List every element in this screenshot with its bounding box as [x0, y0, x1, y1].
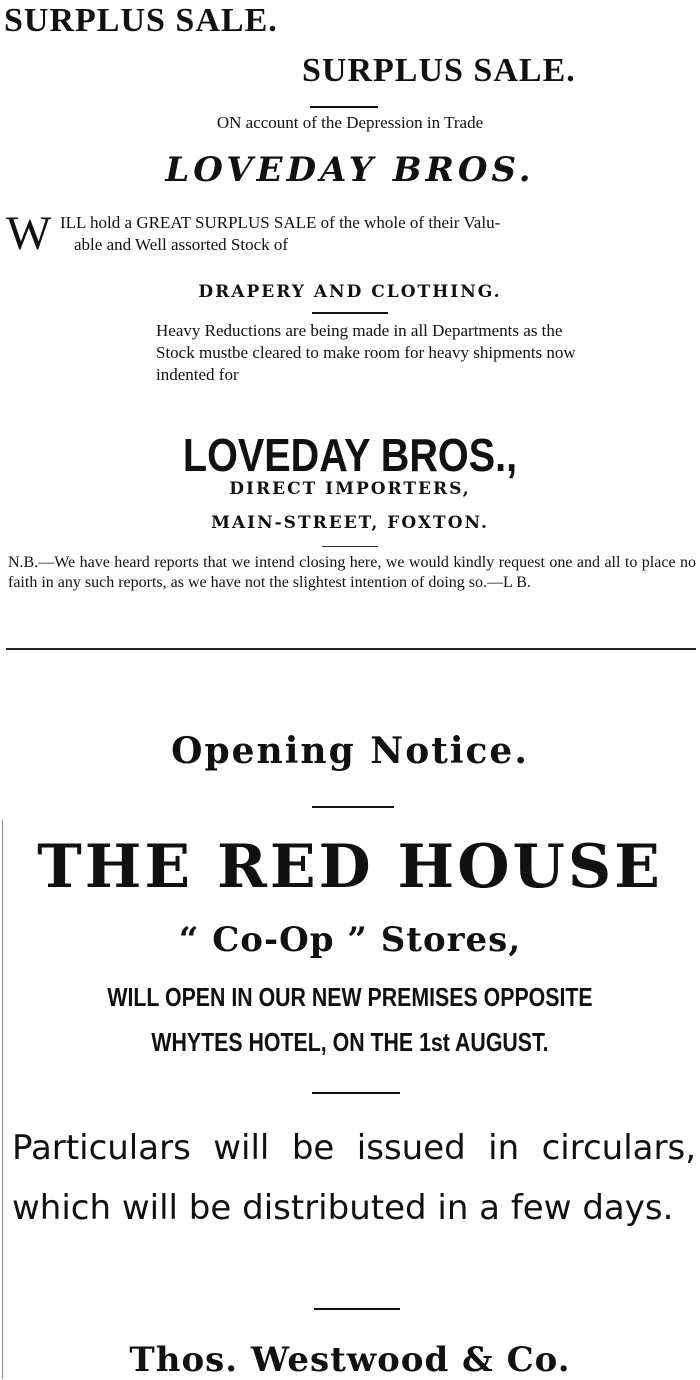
signoff: Thos. Westwood & Co. — [129, 1340, 571, 1380]
goods-heading: DRAPERY AND CLOTHING. — [198, 282, 502, 302]
nota-bene-text: N.B.—We have heard reports that we intend closing here, we would kindly request one and all to place no faith in any such reports, as we have not the slightest intention of doing so.—L B. — [8, 554, 696, 591]
firm-name-large: LOVEDAY BROS., — [182, 429, 518, 481]
divider — [314, 1308, 400, 1310]
announcement-line-1: WILL OPEN IN OUR NEW PREMISES OPPOSITE — [107, 982, 593, 1012]
firm-name: LOVEDAY BROS. — [165, 150, 535, 190]
sale-announcement-line-1: ILL hold a GREAT SURPLUS SALE of the whole of their Valu- — [60, 213, 501, 232]
particulars-text: Particulars will be issued in circulars, which will be distributed in a few days. — [12, 1128, 696, 1228]
headline-surplus-sale-1: SURPLUS SALE. — [4, 2, 278, 39]
announcement-line-2: WHYTES HOTEL, ON THE 1st AUGUST. — [151, 1027, 549, 1057]
importers-line: DIRECT IMPORTERS, — [229, 479, 471, 499]
reductions-text: Heavy Reductions are being made in all Departments as the Stock mustbe cleared to make room for heavy shipments now indented for — [156, 321, 576, 384]
sale-announcement-line-2: able and Well assorted Stock of — [74, 235, 289, 254]
address-line: MAIN-STREET, FOXTON. — [211, 513, 489, 533]
opening-notice-heading: Opening Notice. — [171, 730, 529, 772]
headline-surplus-sale-2: SURPLUS SALE. — [302, 52, 576, 89]
store-name: THE RED HOUSE — [37, 832, 663, 902]
divider — [312, 806, 394, 808]
divider — [312, 1092, 400, 1094]
intro-text: ON account of the Depression in Trade — [216, 113, 484, 132]
store-subtitle: “ Co-Op ” Stores, — [178, 920, 522, 960]
drop-cap: W — [6, 207, 52, 260]
